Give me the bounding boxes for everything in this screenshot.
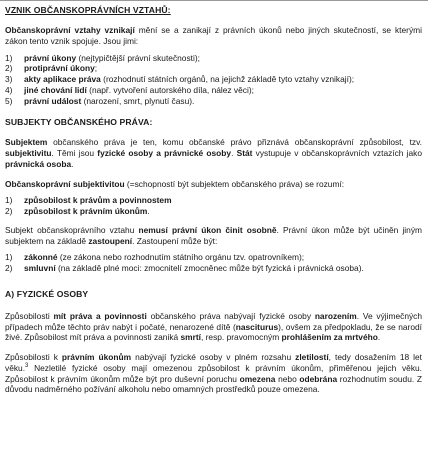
list-item [5,263,422,274]
text-run: . [231,148,237,158]
subjekty-paragraph-1 [5,137,422,169]
zastoupeni-list [5,252,422,274]
bold-term: mít práva a povinnosti [53,310,147,321]
text-run: . Těmi jsou [51,148,98,158]
list-item-number: 1) [5,52,13,63]
list-item [5,53,422,64]
list-item-term: způsobilost k právním úkonům [24,206,148,216]
list-item-text: (narození, smrt, plynutí času). [81,95,195,106]
text-run: . Zastoupení může být: [132,235,218,246]
list-item-term: jiné chování lidí [24,84,87,95]
text-run: Způsobilosti [5,310,54,321]
list-item-term: právní úkony [24,52,77,63]
list-item-term: zákonné [24,252,58,263]
list-item-term: protiprávní úkony [24,63,95,74]
list-item [5,63,422,74]
subjekty-paragraph-2 [5,179,422,190]
text-run: vystupuje v občanskoprávních vztazích jako [252,148,423,158]
bold-term: smrtí [180,332,201,343]
text-run: nebo [275,373,300,384]
text-run: , resp. pravomocným [200,332,282,343]
text-run: . [71,158,74,169]
list-item-term: smluvní [24,263,56,273]
vznik-intro-bold: Občanskoprávní vztahy vznikají [5,25,135,35]
bold-term: Občanskoprávní subjektivitou [5,178,125,189]
vznik-intro [5,25,422,47]
text-run: Způsobilosti k [5,352,62,362]
bold-term: Stát [236,148,253,158]
list-item-text: ; [94,63,98,74]
heading-fyzicke-osoby: A) FYZICKÉ OSOBY [5,288,89,299]
bold-term: nemusí právní úkon činit osobně [138,224,277,235]
bold-term: odebrána [299,373,338,384]
bold-term: Subjektem [5,137,48,148]
text-run: rozhodnutím soudu. Z důvodu nadměrného požívání alkoholu nebo omamných prostředků pouze omezena. [5,373,422,395]
heading-vznik: VZNIK OBČANSKOPRÁVNÍCH VZTAHŮ: [5,5,171,15]
text-run: občanského práva nabývají fyzické osoby [146,310,315,321]
list-item-number: 2) [5,206,13,216]
list-item-term: právní událost [24,95,82,106]
subjekty-paragraph-3 [5,225,422,247]
list-item-number: 3) [5,74,13,84]
list-item-number: 2) [5,63,13,74]
top-rule [0,0,428,1]
text-run: nabývají fyzické osoby v plném rozsahu [131,352,296,362]
text-run: Subjekt občanskoprávního vztahu [5,224,139,235]
bold-term: narozením [314,310,357,321]
list-item-text: (ze zákona nebo rozhodnutím státního orgánu tzv. opatrovníkem); [57,252,305,263]
text-run: (=schopností být subjektem občanského práva) se rozumí: [124,178,345,189]
bold-term: právním úkonům [61,352,132,362]
bold-term: nasciturus [235,321,279,332]
text-run: . Právní úkon může být učiněn jiným subjektem na základě [5,224,422,246]
list-item [5,96,422,107]
footnote-marker[interactable]: 3 [25,362,29,369]
list-item-number: 2) [5,263,13,273]
fyzicke-paragraph-1 [5,311,422,343]
list-item-text: (na základě plné moci: zmocnitelí zmocněnec může být fyzická i právnická osoba). [55,263,364,273]
list-item-text: (nejtypičtější právní skutečnosti); [76,52,200,63]
bold-term: zletilostí [295,352,329,362]
list-item [5,252,422,263]
list-item [5,206,422,217]
vznik-intro-rest: mění se a zanikají z právních úkonů nebo jiných skutečností, se kterými zákon tento vznik spojuje. Jsou jimi: [5,25,422,46]
bold-term: právnická osoba [5,158,72,169]
text-run: , tedy dosažením 18 let věku. [5,352,423,373]
text-run: ), ovšem za předpokladu, že se narodí živé. Způsobilost mít práva a povinnosti zaniká [5,321,422,343]
list-item [5,195,422,206]
subjektivita-list [5,195,422,217]
heading-subjekty: SUBJEKTY OBČANSKÉHO PRÁVA: [5,117,153,128]
text-run: občanského práva je ten, komu občanské právo přiznává občanskoprávní způsobilost, tzv. [47,137,422,148]
bold-term: zastoupení [88,235,133,246]
text-run: . Ve výjimečných případech může těchto práv nabýt i počaté, nenarozené dítě ( [5,310,423,332]
list-item-text: (např. vytvoření autorského díla, nález věci); [86,84,254,95]
bold-term: omezena [239,373,276,384]
list-item-number: 1) [5,195,13,206]
fyzicke-paragraph-2 [5,352,422,395]
list-item-number: 4) [5,84,13,95]
list-item-number: 1) [5,252,13,263]
bold-term: subjektivitu [5,148,52,158]
list-item-term: akty aplikace práva [24,74,101,84]
bold-term: prohlášením za mrtvého [281,332,378,343]
list-item-term: způsobilost k právům a povinnostem [24,195,172,206]
list-item-text: (rozhodnutí státních orgánů, na jejichž základě tyto vztahy vznikají); [100,74,355,84]
list-item [5,74,422,85]
vznik-list [5,53,422,107]
list-item-text: . [147,206,150,216]
bold-term: fyzické osoby a právnické osoby [97,148,232,158]
list-item [5,85,422,96]
text-run: Nezletilé fyzické osoby mají omezenou způsobilost k právním úkonům, přiměřenou jejich věku. Způsobilost k právním úkonům může být pro duševní poruchu [5,362,422,384]
list-item-number: 5) [5,95,13,106]
text-run: . [377,332,381,343]
